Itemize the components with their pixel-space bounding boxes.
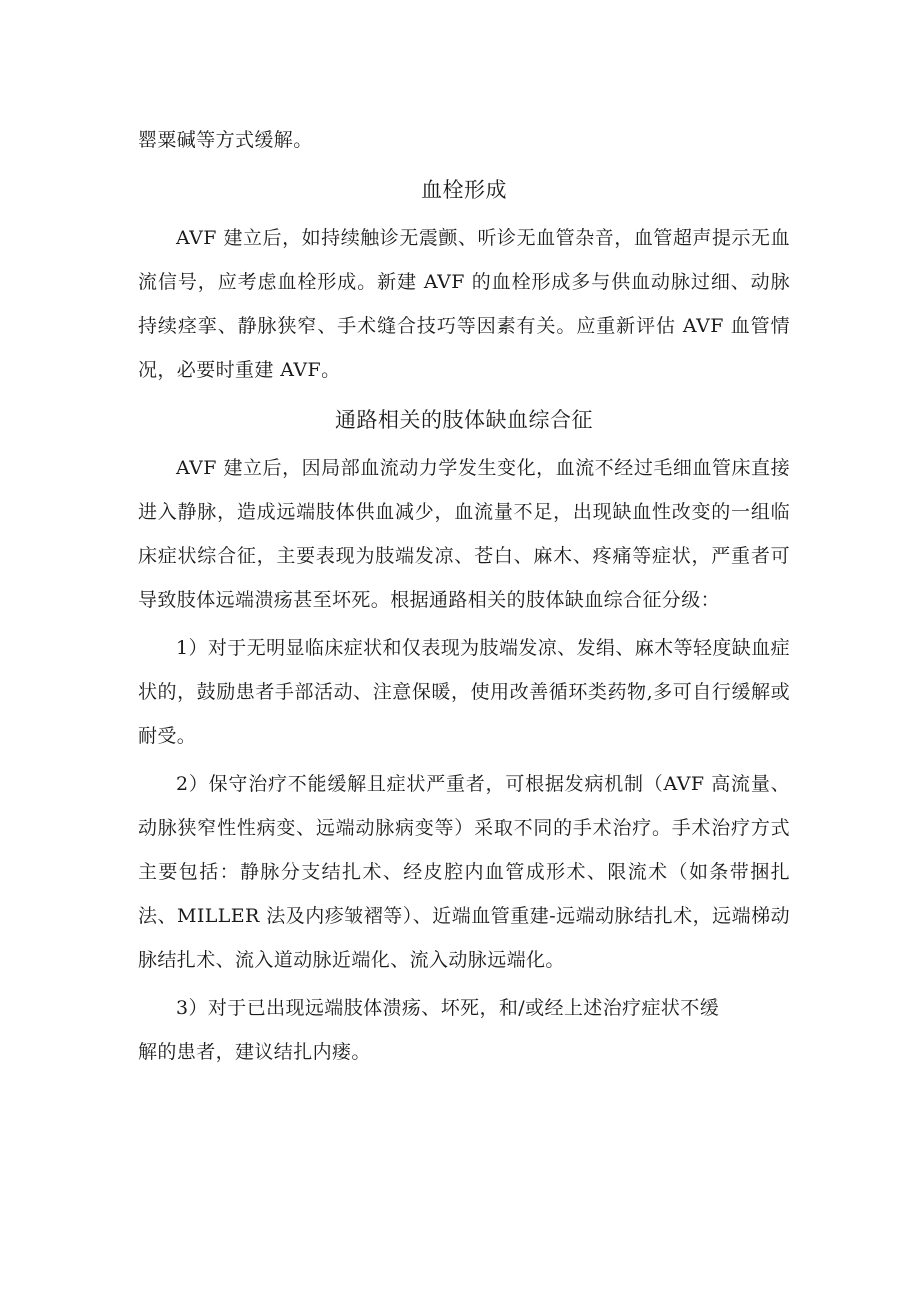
ischemia-item-3-line-2: 解的患者，建议结扎内瘘。 xyxy=(138,1041,371,1063)
ischemia-item-2: 2）保守治疗不能缓解且症状严重者，可根据发病机制（AVF 高流量、动脉狭窄性性病变、远端动脉病变等）采取不同的手术治疗。手术治疗方式主要包括：静脉分支结扎术、经皮腔内血管成形术、限流术（如条带捆扎法、MILLER 法及内疹皱褶等）、近端血管重建-远端动脉结扎术，远端梯动脉结扎术、流入道动脉近端化、流入动脉远端化。 xyxy=(138,773,790,971)
section-title-ischemia: 通路相关的肢体缺血综合征 xyxy=(335,408,593,432)
ischemia-item-3-line-1: 3）对于已出现远端肢体溃疡、坏死，和/或经上述治疗症状不缓 xyxy=(176,997,720,1019)
intro-tail-paragraph: 罂粟碱等方式缓解。 xyxy=(138,129,313,151)
ischemia-paragraph: AVF 建立后，因局部血流动力学发生变化，血流不经过毛细血管床直接进入静脉，造成远端肢体供血减少，血流量不足，出现缺血性改变的一组临床症状综合征，主要表现为肢端发凉、苍白、麻木、疼痛等症状，严重者可导致肢体远端溃疡甚至坏死。根据通路相关的肢体缺血综合征分级： xyxy=(138,457,790,611)
document-content xyxy=(138,118,790,1074)
section-title-thrombosis: 血栓形成 xyxy=(421,178,507,202)
ischemia-item-1: 1）对于无明显临床症状和仅表现为肢端发凉、发绢、麻木等轻度缺血症状的，鼓励患者手部活动、注意保暖，使用改善循环类药物,多可自行缓解或耐受。 xyxy=(138,637,790,747)
thrombosis-paragraph: AVF 建立后，如持续触诊无震颤、听诊无血管杂音，血管超声提示无血流信号，应考虑血栓形成。新建 AVF 的血栓形成多与供血动脉过细、动脉持续痉挛、静脉狭窄、手术缝合技巧等因素有关。应重新评估 AVF 血管情况，必要时重建 AVF。 xyxy=(138,227,790,381)
